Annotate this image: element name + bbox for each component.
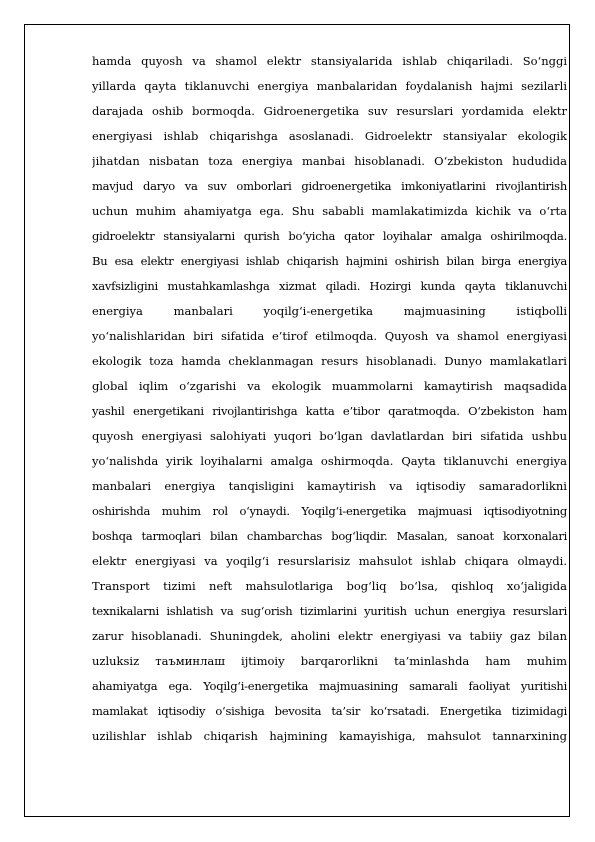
text-line-12: yo‘nalishlaridan biri sifatida e’tirof etilmoqda. Quyosh va shamol energiyasi (92, 329, 567, 343)
text-line-21: elektr energiyasi va yoqilg‘i resurslarisiz mahsulot ishlab chiqara olmaydi. (92, 554, 567, 568)
text-line-20: boshqa tarmoqlari bilan chambarchas bog‘liqdir. Masalan, sanoat korxonalari (92, 529, 567, 543)
text-line-13: ekologik toza hamda cheklanmagan resurs hisoblanadi. Dunyo mamlakatlari (92, 354, 567, 368)
text-line-22: Transport tizimi neft mahsulotlariga bog‘liq bo‘lsa, qishloq xo‘jaligida (92, 579, 567, 593)
text-line-28: uzilishlar ishlab chiqarish hajmining kamayishiga, mahsulot tannarxining (92, 729, 567, 743)
text-line-17: yo‘nalishda yirik loyihalarni amalga oshirmoqda. Qayta tiklanuvchi energiya (92, 454, 567, 468)
text-line-10: xavfsizligini mustahkamlashga xizmat qiladi. Hozirgi kunda qayta tiklanuvchi (92, 279, 567, 293)
body-text (92, 49, 567, 749)
text-line-18: manbalari energiya tanqisligini kamaytirish va iqtisodiy samaradorlikni (92, 479, 567, 493)
text-line-1: hamda quyosh va shamol elektr stansiyalarida ishlab chiqariladi. So‘nggi (92, 54, 567, 68)
text-line-7: uchun muhim ahamiyatga ega. Shu sababli mamlakatimizda kichik va o‘rta (92, 204, 567, 218)
text-line-14: global iqlim o‘zgarishi va ekologik muammolarni kamaytirish maqsadida (92, 379, 567, 393)
text-line-27: mamlakat iqtisodiy o‘sishiga bevosita ta’sir ko‘rsatadi. Energetika tizimidagi (92, 704, 567, 718)
text-line-9: Bu esa elektr energiyasi ishlab chiqarish hajmini oshirish bilan birga energiya (92, 254, 567, 268)
text-line-11: energiya manbalari yoqilg‘i-energetika majmuasining istiqbolli (92, 304, 567, 318)
text-line-15: yashil energetikani rivojlantirishga katta e’tibor qaratmoqda. O‘zbekiston ham (92, 404, 567, 418)
text-line-25: uzluksiz таъминлаш ijtimoiy barqarorlikni ta’minlashda ham muhim (92, 654, 567, 668)
text-line-5: jihatdan nisbatan toza energiya manbai hisoblanadi. O‘zbekiston hududida (92, 154, 567, 168)
text-line-19: oshirishda muhim rol o‘ynaydi. Yoqilg‘i-energetika majmuasi iqtisodiyotning (92, 504, 567, 518)
text-line-3: darajada oshib bormoqda. Gidroenergetika suv resurslari yordamida elektr (92, 104, 567, 118)
text-line-24: zarur hisoblanadi. Shuningdek, aholini elektr energiyasi va tabiiy gaz bilan (92, 629, 567, 643)
text-line-2: yillarda qayta tiklanuvchi energiya manbalaridan foydalanish hajmi sezilarli (92, 79, 567, 93)
text-line-6: mavjud daryo va suv omborlari gidroenergetika imkoniyatlarini rivojlantirish (92, 179, 567, 193)
text-line-23: texnikalarni ishlatish va sug‘orish tizimlarini yuritish uchun energiya resurslari (92, 604, 567, 618)
text-line-4: energiyasi ishlab chiqarishga asoslanadi. Gidroelektr stansiyalar ekologik (92, 129, 567, 143)
text-line-16: quyosh energiyasi salohiyati yuqori bo‘lgan davlatlardan biri sifatida ushbu (92, 429, 567, 443)
text-line-26: ahamiyatga ega. Yoqilg‘i-energetika majmuasining samarali faoliyat yuritishi (92, 679, 567, 693)
text-line-8: gidroelektr stansiyalarni qurish bo‘yicha qator loyihalar amalga oshirilmoqda. (92, 229, 567, 243)
